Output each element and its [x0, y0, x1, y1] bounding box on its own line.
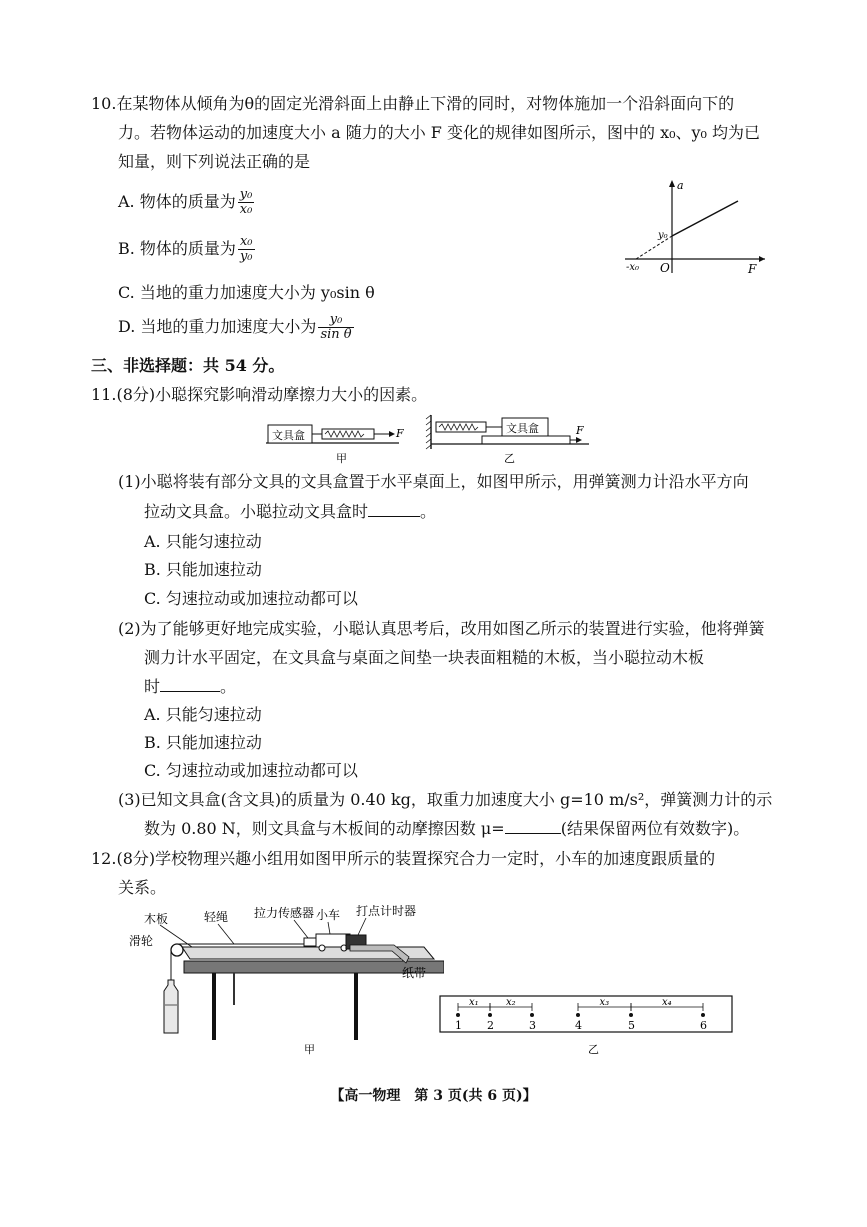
q11-p3-line2-end: (结果保留两位有效数字)。 [560, 819, 750, 838]
fig2-force-arrowhead [576, 437, 582, 443]
q10-graph [620, 178, 770, 278]
tape-segment-label-4: x₄ [662, 997, 672, 1008]
q11-p3-line1: (3)已知文具盒(含文具)的质量为 0.40 kg，取重力加速度大小 g=10 m/s²，弹簧测力计的示 [118, 790, 773, 809]
q11-p2-line3 [144, 677, 236, 697]
section-3-heading: 三、非选择题：共 54 分。 [91, 356, 285, 375]
tape-point-6 [701, 1013, 705, 1017]
q11-p2-line3-end: 。 [220, 677, 237, 696]
q11-p1-answer-blank[interactable] [368, 502, 420, 517]
label-rope: 轻绳 [204, 910, 229, 924]
q12-apparatus-figure [124, 905, 444, 1060]
q11-p3-line2 [144, 819, 749, 839]
q10-option-d-fraction [318, 313, 353, 342]
q12-line2: 关系。 [118, 878, 167, 897]
leader-sensor [294, 920, 308, 938]
graph-x-arrow [759, 256, 765, 262]
hanging-bottle [164, 980, 178, 1033]
q11-title: 11.(8分)小聪探究影响滑动摩擦力大小的因素。 [91, 385, 428, 404]
q10-option-d-den: sin θ [320, 327, 352, 342]
label-pulley: 滑轮 [129, 934, 154, 948]
tape-point-2 [488, 1013, 492, 1017]
q11-p2-option-c: C. 匀速拉动或加速拉动都可以 [144, 761, 358, 780]
graph-origin-label: O [660, 261, 670, 275]
q10-line3: 知量，则下列说法正确的是 [118, 152, 311, 171]
q10-option-d-text: D. 当地的重力加速度大小为 [118, 317, 317, 336]
tape-point-label-3: 3 [529, 1019, 536, 1032]
q10-option-b-num: x₀ [238, 235, 255, 250]
page-footer: 【高一物理 第 3 页(共 6 页)】 [330, 1088, 537, 1104]
leader-rope [218, 924, 234, 944]
label-tape: 纸带 [402, 966, 427, 980]
label-board: 木板 [144, 912, 169, 926]
q11-figure [264, 413, 594, 468]
fig1-force-arrowhead [389, 431, 395, 437]
pulley [171, 944, 183, 956]
q11-p1-line2-end: 。 [420, 502, 437, 521]
fig2-force-label: F [576, 424, 584, 437]
q11-p2-line2: 测力计水平固定，在文具盒与桌面之间垫一块表面粗糙的木板，当小聪拉动木板 [144, 648, 705, 667]
leader-cart [328, 922, 330, 934]
q11-p3-answer-blank[interactable] [505, 819, 561, 834]
tape-strip [440, 996, 732, 1032]
fig2-board [482, 436, 570, 444]
q10-option-a-text: A. 物体的质量为 [118, 192, 236, 211]
q10-option-c: C. 当地的重力加速度大小为 y₀sin θ [118, 283, 375, 302]
q11-p1-line2-text: 拉动文具盒。小聪拉动文具盒时 [144, 502, 369, 521]
label-sensor: 拉力传感器 [254, 906, 315, 920]
fig1-box-label: 文具盒 [272, 429, 305, 442]
tape-point-4 [576, 1013, 580, 1017]
q11-p1-line2 [144, 502, 436, 522]
graph-neg-x0-label: -x₀ [626, 262, 640, 273]
tape-point-label-1: 1 [455, 1019, 462, 1032]
q12-tape-figure [438, 990, 738, 1060]
fig2-caption: 乙 [504, 452, 515, 465]
graph-line [672, 201, 738, 236]
q10-option-a-num: y₀ [239, 187, 253, 202]
q11-p1-option-c: C. 匀速拉动或加速拉动都可以 [144, 589, 358, 608]
fig1-caption: 甲 [336, 452, 347, 465]
q11-p2-line1: (2)为了能够更好地完成实验，小聪认真思考后，改用如图乙所示的装置进行实验，他将弹簧 [118, 619, 765, 638]
q11-p2-option-a: A. 只能匀速拉动 [144, 705, 262, 724]
q10-option-d-num: y₀ [318, 313, 353, 328]
q11-p1-line1: (1)小聪将装有部分文具的文具盒置于水平桌面上，如图甲所示，用弹簧测力计沿水平方向 [118, 472, 749, 491]
q11-p2-answer-blank[interactable] [160, 677, 220, 692]
q10-option-a [118, 188, 254, 217]
force-sensor [304, 938, 316, 946]
q11-p1-option-b: B. 只能加速拉动 [144, 560, 262, 579]
graph-y0-label: y₀ [658, 230, 668, 241]
cart-wheel-1 [319, 945, 325, 951]
q12-figure2-caption: 乙 [588, 1043, 599, 1056]
tape-segment-label-3: x₃ [599, 997, 610, 1008]
q11-p2-option-b: B. 只能加速拉动 [144, 733, 262, 752]
q10-option-d [118, 313, 354, 342]
label-cart: 小车 [316, 908, 341, 922]
q10-line2: 力。若物体运动的加速度大小 a 随力的大小 F 变化的规律如图所示，图中的 x₀、y₀ 均为已 [118, 123, 761, 142]
q11-p2-line3-text: 时 [144, 677, 161, 696]
q10-option-b-fraction [238, 235, 255, 264]
tape-point-1 [456, 1013, 460, 1017]
fig1-force-label: F [396, 427, 404, 440]
q10-line1: 10.在某物体从倾角为θ的固定光滑斜面上由静止下滑的同时，对物体施加一个沿斜面向下的 [91, 94, 735, 113]
q10-option-b-text: B. 物体的质量为 [118, 239, 236, 258]
tape-point-label-5: 5 [628, 1019, 635, 1032]
tape-segment-label-1: x₁ [469, 997, 479, 1008]
q10-option-a-den: x₀ [239, 202, 253, 217]
q12-line1: 12.(8分)学校物理兴趣小组用如图甲所示的装置探究合力一定时，小车的加速度跟质量的 [91, 849, 716, 868]
tape-point-label-4: 4 [575, 1019, 582, 1032]
q10-option-b [118, 235, 255, 264]
graph-y-arrow [669, 180, 675, 187]
q10-option-a-fraction [238, 188, 255, 217]
q10-option-b-den: y₀ [239, 249, 253, 264]
graph-y-label: a [677, 179, 684, 192]
q11-p1-option-a: A. 只能匀速拉动 [144, 532, 262, 551]
fig2-wall-hatch [426, 415, 431, 449]
graph-x-label: F [748, 262, 757, 276]
tape-point-label-2: 2 [487, 1019, 494, 1032]
fig2-box-label: 文具盒 [506, 422, 539, 435]
leader-timer [358, 918, 366, 935]
q12-figure1-caption: 甲 [304, 1043, 315, 1056]
tape-point-3 [530, 1013, 534, 1017]
tape-point-label-6: 6 [700, 1019, 707, 1032]
tape-segment-label-2: x₂ [506, 997, 516, 1008]
tape-point-5 [629, 1013, 633, 1017]
q11-p3-line2-text: 数为 0.80 N，则文具盒与木板间的动摩擦因数 μ= [144, 819, 505, 838]
label-timer: 打点计时器 [356, 905, 417, 918]
